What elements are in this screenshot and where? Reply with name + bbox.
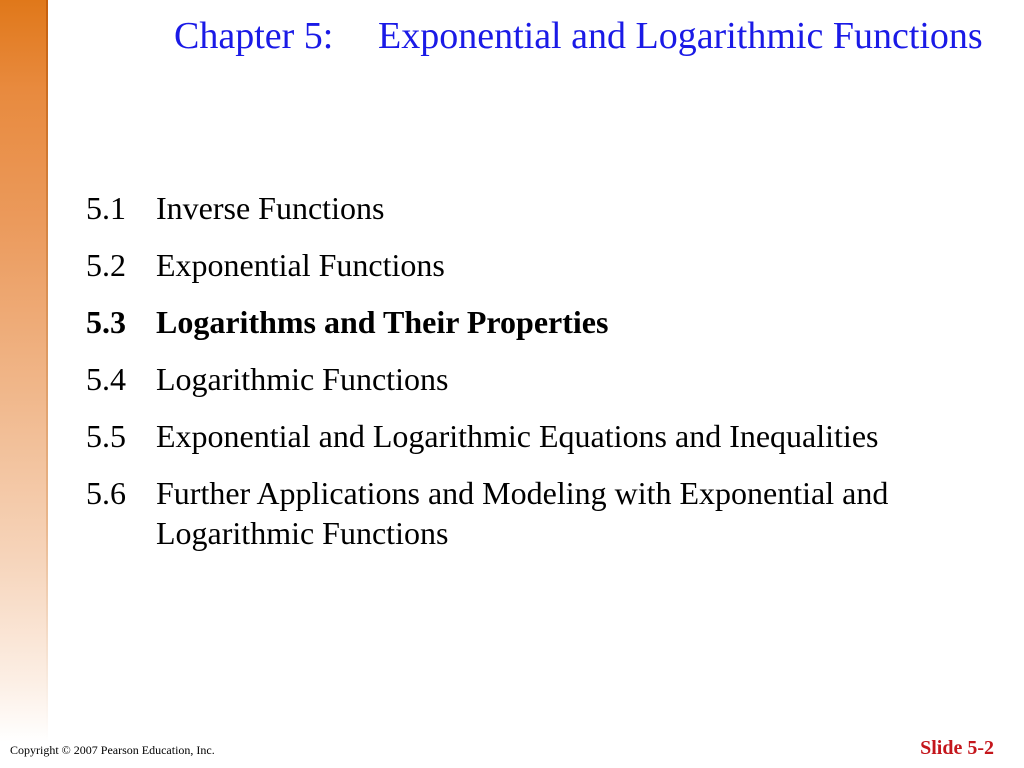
section-title: Exponential Functions	[156, 247, 445, 283]
side-accent-band	[0, 0, 48, 742]
title-prefix: Chapter 5:	[174, 15, 334, 57]
section-number: 5.6	[86, 475, 126, 511]
section-title: Further Applications and Modeling with Exponential and Logarithmic Functions	[156, 475, 889, 551]
section-number: 5.4	[86, 361, 126, 397]
section-item-5-1	[86, 188, 906, 228]
copyright-text: Copyright © 2007 Pearson Education, Inc.	[10, 743, 215, 757]
section-title: Logarithmic Functions	[156, 361, 449, 397]
section-number: 5.1	[86, 190, 126, 226]
section-title: Logarithms and Their Properties	[156, 304, 609, 340]
title-text: Exponential and Logarithmic Functions	[378, 15, 983, 57]
section-list	[86, 188, 906, 570]
section-item-5-5	[86, 416, 906, 456]
slide-title	[174, 14, 994, 58]
section-title: Exponential and Logarithmic Equations and Inequalities	[156, 418, 879, 454]
section-number: 5.3	[86, 304, 126, 340]
section-number: 5.2	[86, 247, 126, 283]
section-item-5-4	[86, 359, 906, 399]
section-item-5-2	[86, 245, 906, 285]
section-title: Inverse Functions	[156, 190, 385, 226]
section-item-5-3	[86, 302, 906, 342]
slide-number: Slide 5-2	[920, 737, 994, 759]
section-number: 5.5	[86, 418, 126, 454]
section-item-5-6	[86, 473, 906, 553]
